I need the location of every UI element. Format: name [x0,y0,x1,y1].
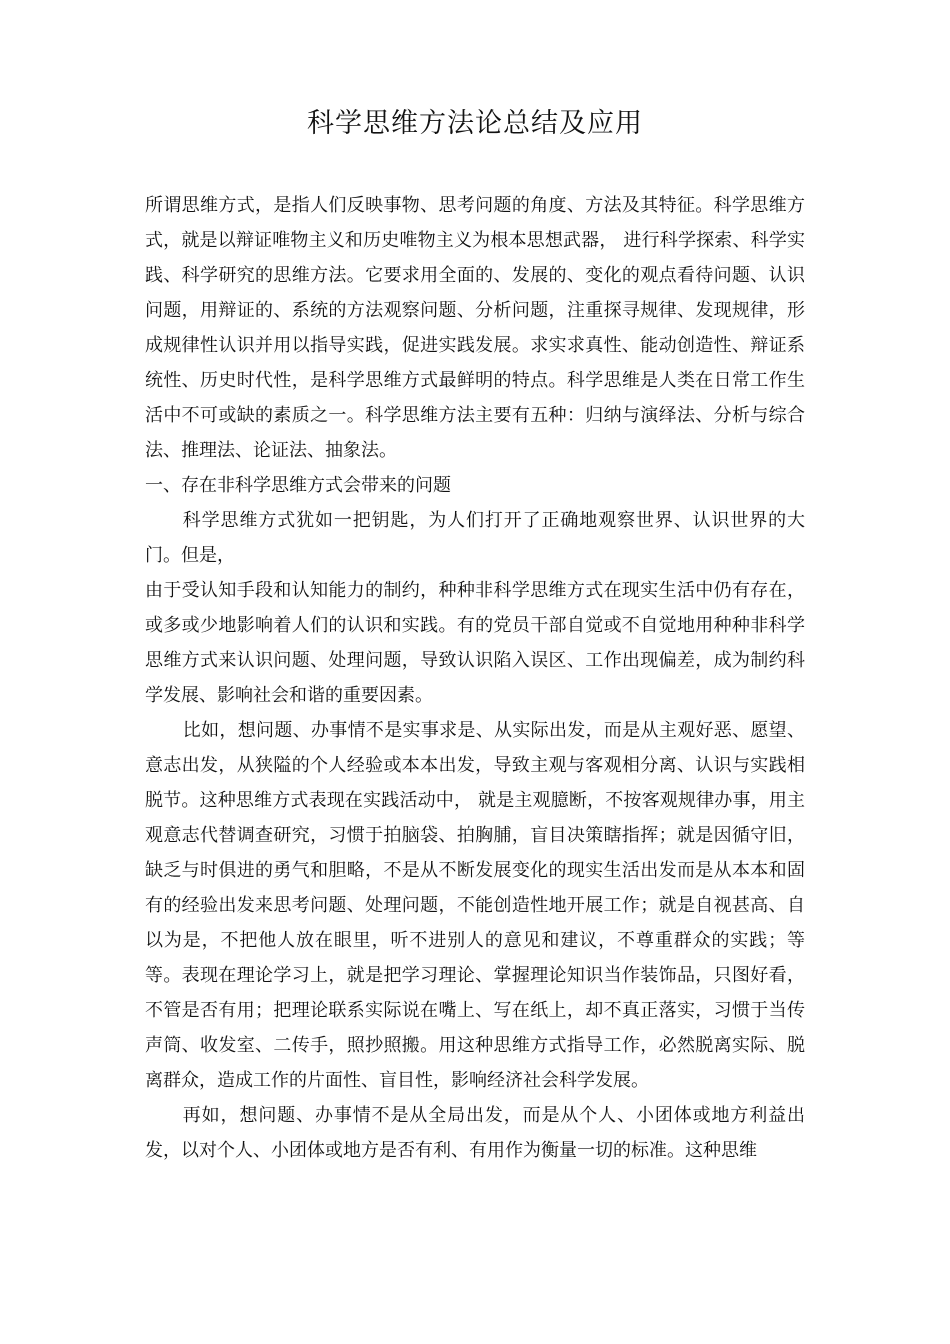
paragraph-constraints: 由于受认知手段和认知能力的制约，种种非科学思维方式在现实生活中仍有存在，或多或少地影响着人们的认识和实践。有的党员干部自觉或不自觉地用种种非科学思维方式来认识问题、处理问题，导致认识陷入误区、工作出现偏差，成为制约科学发展、影响社会和谐的重要因素。 [145,580,805,706]
paragraph-example-2: 再如，想问题、办事情不是从全局出发，而是从个人、小团体或地方利益出发，以对个人、小团体或地方是否有利、有用作为衡量一切的标准。这种思维 [145,1105,805,1161]
document-body [145,188,805,1168]
document-title: 科学思维方法论总结及应用 [307,108,643,139]
section-heading: 一、存在非科学思维方式会带来的问题 [145,475,451,496]
paragraph-example-1: 比如，想问题、办事情不是实事求是、从实际出发，而是从主观好恶、愿望、意志出发，从狭隘的个人经验或本本出发，导致主观与客观相分离、认识与实践相脱节。这种思维方式表现在实践活动中， 就是主观臆断，不按客观规律办事，用主观意志代替调查研究，习惯于拍脑袋、拍胸脯，盲目决策瞎指挥；就是因循守旧，缺乏与时俱进的勇气和胆略，不是从不断发展变化的现实生活出发而是从本本和固有的经验出发来思考问题、处理问题，不能创造性地开展工作；就是自视甚高、自以为是，不把他人放在眼里，听不进别人的意见和建议，不尊重群众的实践；等等。表现在理论学习上，就是把学习理论、掌握理论知识当作装饰品，只图好看，不管是否有用；把理论联系实际说在嘴上、写在纸上，却不真正落实，习惯于当传声筒、收发室、二传手，照抄照搬。用这种思维方式指导工作，必然脱离实际、脱离群众，造成工作的片面性、盲目性，影响经济社会科学发展。 [145,720,805,1091]
paragraph-intro: 所谓思维方式，是指人们反映事物、思考问题的角度、方法及其特征。科学思维方式，就是以辩证唯物主义和历史唯物主义为根本思想武器， 进行科学探索、科学实践、科学研究的思维方法。它要求用全面的、发展的、变化的观点看待问题、认识问题，用辩证的、系统的方法观察问题、分析问题，注重探寻规律、发现规律，形成规律性认识并用以指导实践，促进实践发展。求实求真性、能动创造性、辩证系统性、历史时代性，是科学思维方式最鲜明的特点。科学思维是人类在日常工作生活中不可或缺的素质之一。科学思维方法主要有五种：归纳与演绎法、分析与综合法、推理法、论证法、抽象法。 [145,195,805,461]
paragraph-key-metaphor: 科学思维方式犹如一把钥匙，为人们打开了正确地观察世界、认识世界的大门。但是， [145,510,805,566]
